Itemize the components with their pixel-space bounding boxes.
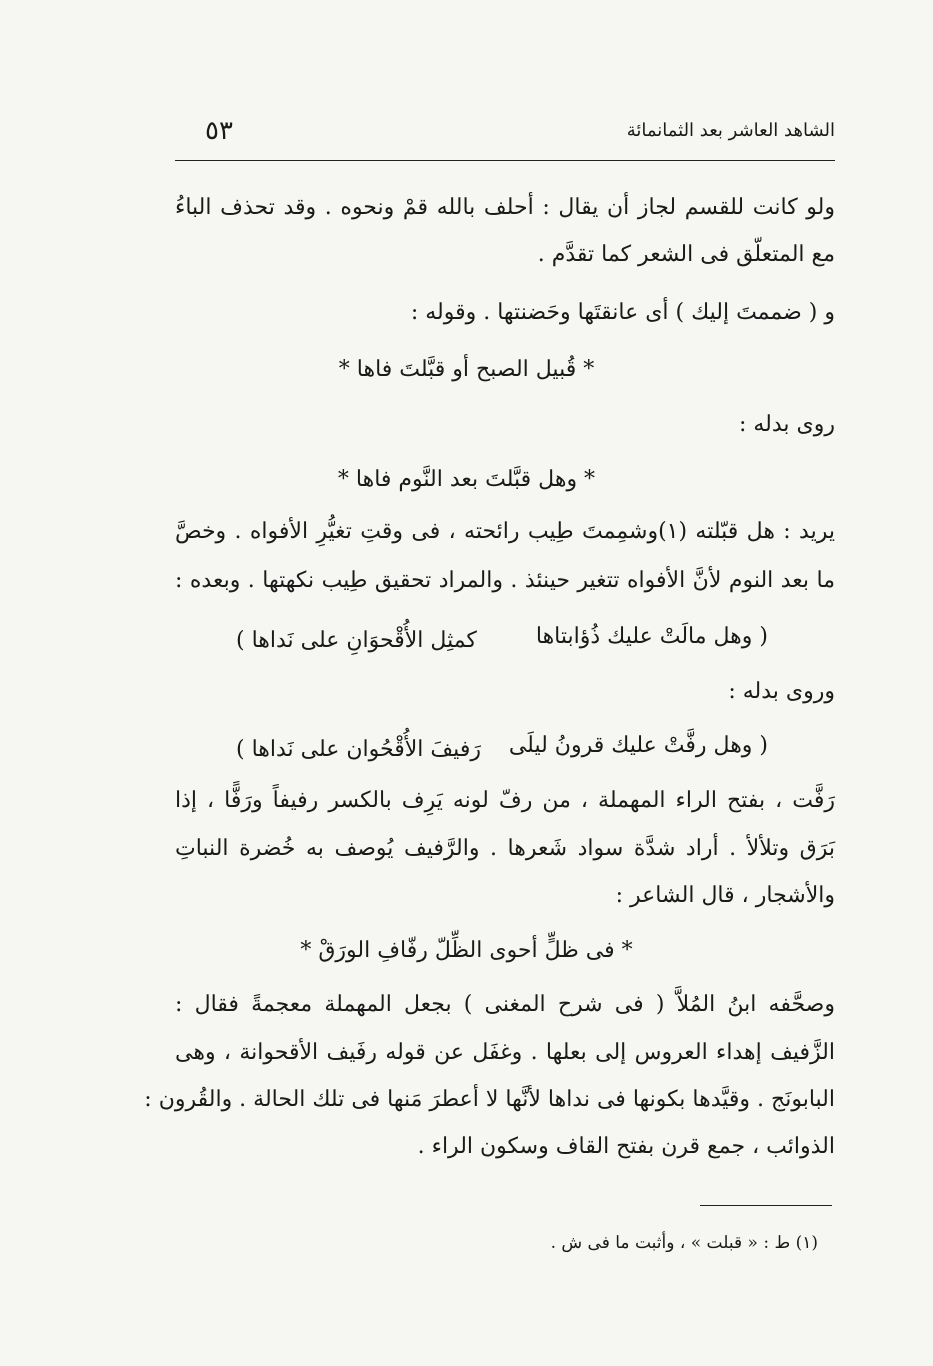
running-title: الشاهد العاشر بعد الثمانمائة	[626, 120, 835, 141]
text-line-5: روى بدله :	[738, 412, 835, 437]
footnote: (١) ط : « قبلت » ، وأثبت ما فى ش .	[550, 1233, 818, 1253]
text-line-13: بَرَق وتلألأ . أراد شدَّة سواد شَعرها . والرَّفيف يُوصف به خُضرة النباتِ	[175, 836, 835, 861]
verse-hemistich-1: * قُبيل الصبح أو قبَّلتَ فاها *	[338, 357, 595, 382]
verse-hemistich-2: * وهل قبَّلتَ بعد النَّوم فاها *	[337, 467, 596, 492]
text-line-17: الزَّفيف إهداء العروس إلى بعلها . وغفَل عن قوله رفَيف الأقحوانة ، وهى	[175, 1040, 835, 1065]
page-header	[175, 112, 835, 162]
verse-line-1-second-hemistich: كمثِل الأُقْحوَانِ على نَداها )	[236, 628, 477, 653]
verse-hemistich-3: * فى ظلٍّ أحوى الظِّلّ رفّافِ الورَقْ *	[300, 938, 633, 963]
text-line-8: ما بعد النوم لأنَّ الأفواه تتغير حينئذ . والمراد تحقيق طِيب نكهتها . وبعده :	[175, 568, 835, 593]
text-line-16: وصحَّفه ابنُ المُلاَّ ( فى شرح المغنى ) بجعل المهملة معجمةً فقال :	[175, 992, 835, 1017]
text-line-1: ولو كانت للقسم لجاز أن يقال : أحلف بالله قمْ ونحوه . وقد تحذف الباءُ	[175, 195, 835, 220]
header-divider	[175, 160, 835, 161]
footnote-divider	[700, 1205, 832, 1206]
verse-line-2-second-hemistich: رَفيفَ الأُقْحُوان على نَداها )	[236, 737, 481, 762]
text-line-3: و ( ضممتَ إليك ) أى عانقتَها وحَضنتها . وقوله :	[410, 300, 835, 325]
verse-line-2-first-hemistich: ( وهل رفَّتْ عليك قرونُ ليلَى	[508, 733, 768, 758]
text-line-19: الذوائب ، جمع قرن بفتح القاف وسكون الراء .	[417, 1134, 835, 1159]
text-line-2: مع المتعلّق فى الشعر كما تقدَّم .	[537, 242, 835, 267]
text-line-10: وروى بدله :	[728, 679, 835, 704]
page-number: ٥٣	[205, 116, 233, 146]
verse-line-1-first-hemistich: ( وهل مالَتْ عليك ذُؤابتاها	[535, 624, 768, 649]
text-line-12: رَفَّت ، بفتح الراء المهملة ، من رفّ لونه يَرِف بالكسر رفيفاً ورَفًّا ، إذا	[175, 788, 835, 813]
text-line-14: والأشجار ، قال الشاعر :	[615, 883, 835, 908]
text-line-7: يريد : هل قبّلته (١)وشمِمتَ طِيب رائحته ، فى وقتِ تغيُّرِ الأفواه . وخصَّ	[175, 519, 835, 544]
text-line-18: البابونَج . وقيَّدها بكونها فى نداها لأنَّها لا أعطرَ مَنها فى تلك الحالة . والقُرون :	[144, 1087, 835, 1112]
